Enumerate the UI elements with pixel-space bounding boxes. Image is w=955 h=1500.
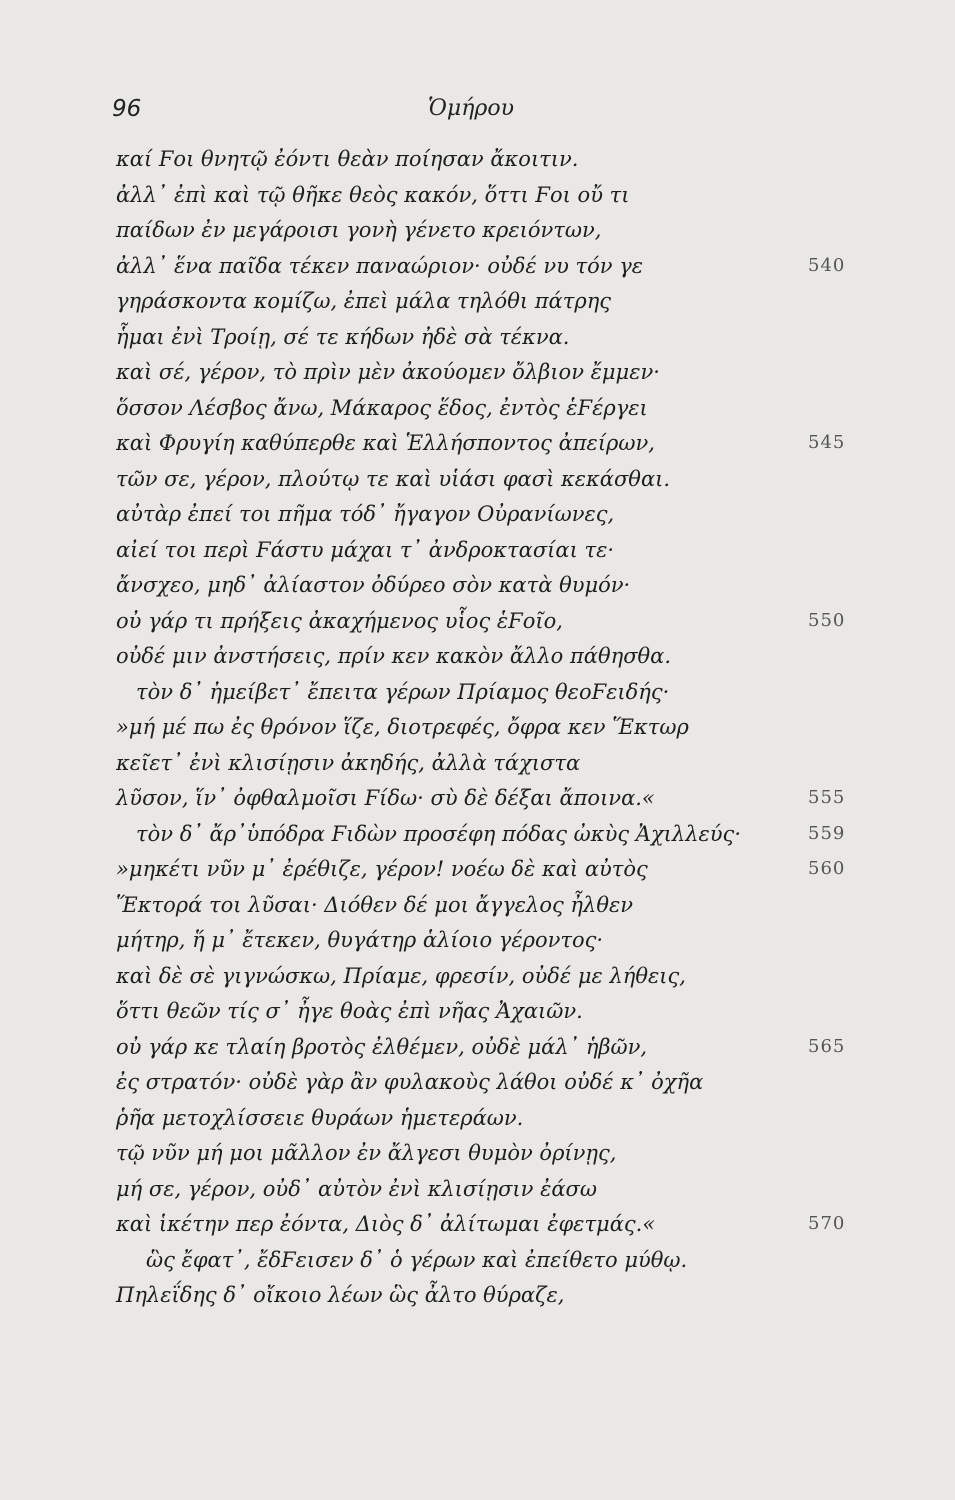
verse-line <box>0 322 955 358</box>
verse-text: κεῖετ᾽ ἐνὶ κλισίῃσιν ἀκηδής, ἀλλὰ τάχιστα <box>116 750 581 775</box>
page-header <box>0 96 955 132</box>
verse-line <box>0 748 955 784</box>
verse-text: ἧμαι ἐνὶ Τροίῃ, σέ τε κήδων ἠδὲ σὰ τέκνα. <box>116 324 570 349</box>
line-number: 555 <box>808 787 846 808</box>
verse-line <box>0 428 955 464</box>
verse-line <box>0 393 955 429</box>
verse-line <box>0 996 955 1032</box>
verse-text: οὐδέ μιν ἀνστήσεις, πρίν κεν κακὸν ἄλλο πάθησθα. <box>116 644 672 668</box>
verse-text: ὅττι θεῶν τίς σ᾽ ἦγε θοὰς ἐπὶ νῆας Ἀχαιῶν. <box>116 999 583 1023</box>
verse-line <box>0 783 955 819</box>
running-head: Ὁμήρου <box>428 96 514 121</box>
verse-text: μή σε, γέρον, οὐδ᾽ αὐτὸν ἐνὶ κλισίῃσιν ἐάσω <box>116 1176 597 1201</box>
verse-line <box>0 677 955 713</box>
verse-text: οὐ γάρ τι πρήξεις ἀκαχήμενος υἷος ἑϜοῖο, <box>116 608 563 633</box>
verse-text: ῥῆα μετοχλίσσειε θυράων ἡμετεράων. <box>116 1105 524 1130</box>
verse-line <box>0 499 955 535</box>
verse-text: ἐς στρατόν· οὐδὲ γὰρ ἂν φυλακοὺς λάθοι οὐδέ κ᾽ ὀχῆα <box>116 1070 704 1094</box>
verse-text: Πηλεΐδης δ᾽ οἴκοιο λέων ὣς ἆλτο θύραζε, <box>116 1283 565 1307</box>
verse-text: μήτηρ, ἥ μ᾽ ἔτεκεν, θυγάτηρ ἁλίοιο γέροντος· <box>116 928 604 952</box>
line-number: 550 <box>808 609 846 631</box>
verse-line <box>0 144 955 180</box>
verse-line <box>0 854 955 890</box>
line-number: 565 <box>808 1035 846 1057</box>
line-number: 559 <box>808 822 846 844</box>
verse-text: καὶ ἱκέτην περ ἐόντα, Διὸς δ᾽ ἀλίτωμαι ἐφετμάς.« <box>116 1212 656 1236</box>
verse-text: καὶ σέ, γέρον, τὸ πρὶν μὲν ἀκούομεν ὄλβιον ἔμμεν· <box>116 360 660 384</box>
verse-text: ὅσσον Λέσβος ἄνω, Μάκαρος ἕδος, ἐντὸς ἑϜέργει <box>116 395 648 420</box>
verse-text: »μηκέτι νῦν μ᾽ ἐρέθιζε, γέρον! νοέω δὲ καὶ αὐτὸς <box>116 857 648 881</box>
verse-line <box>0 641 955 677</box>
line-number: 570 <box>808 1213 846 1234</box>
verse-text: καί Ϝοι θνητῷ ἐόντι θεὰν ποίησαν ἄκοιτιν. <box>116 147 579 171</box>
verse-text: αἰεί τοι περὶ Ϝάστυ μάχαι τ᾽ ἀνδροκτασίαι τε· <box>116 537 615 562</box>
verse-line <box>0 1209 955 1245</box>
verse-line <box>0 1174 955 1210</box>
line-number: 545 <box>808 432 846 453</box>
verse-line <box>0 925 955 961</box>
verse-line <box>0 819 955 855</box>
verse-line <box>0 1067 955 1103</box>
verse-text: Ἕκτορά τοι λῦσαι· Διόθεν δέ μοι ἄγγελος ἦλθεν <box>116 892 634 917</box>
verse-text: οὐ γάρ κε τλαίη βροτὸς ἐλθέμεν, οὐδὲ μάλ᾽ ἡβῶν, <box>116 1034 648 1059</box>
verse-line <box>0 1103 955 1139</box>
verse-line <box>0 251 955 287</box>
verse-text: ὣς ἔφατ᾽, ἔδϜεισεν δ᾽ ὁ γέρων καὶ ἐπείθετο μύθῳ. <box>146 1247 688 1272</box>
verse-text: παίδων ἐν μεγάροισι γονὴ γένετο κρειόντων, <box>116 218 602 242</box>
verse-line <box>0 890 955 926</box>
verse-text: λῦσον, ἵν᾽ ὀφθαλμοῖσι Ϝίδω· σὺ δὲ δέξαι ἄποινα.« <box>116 786 655 810</box>
verse-line <box>0 961 955 997</box>
line-number: 560 <box>808 858 846 879</box>
line-number: 540 <box>808 254 846 276</box>
verse-line <box>0 464 955 500</box>
verse-line <box>0 286 955 322</box>
verse-text: καὶ Φρυγίη καθύπερθε καὶ Ἑλλήσποντος ἀπείρων, <box>116 431 655 455</box>
verse-text: αὐτὰρ ἐπεί τοι πῆμα τόδ᾽ ἤγαγον Οὐρανίωνες, <box>116 502 615 526</box>
verse-line <box>0 1032 955 1068</box>
verse-text: »μή μέ πω ἐς θρόνον ἵζε, διοτρεφές, ὄφρα κεν Ἕκτωρ <box>116 715 689 739</box>
verse-text: γηράσκοντα κομίζω, ἐπεὶ μάλα τηλόθι πάτρης <box>116 289 612 313</box>
verse-line <box>0 606 955 642</box>
verse-text: τῶν σε, γέρον, πλούτῳ τε καὶ υἱάσι φασὶ κεκάσθαι. <box>116 466 671 491</box>
verse-line <box>0 1138 955 1174</box>
verse-text-block <box>0 144 955 1316</box>
verse-text: ἄνσχεο, μηδ᾽ ἀλίαστον ὀδύρεο σὸν κατὰ θυμόν· <box>116 573 631 597</box>
verse-line <box>0 215 955 251</box>
verse-text: τὸν δ᾽ ἠμείβετ᾽ ἔπειτα γέρων Πρίαμος θεοϜειδής· <box>136 679 670 704</box>
verse-line <box>0 1245 955 1281</box>
verse-line <box>0 357 955 393</box>
verse-text: ἀλλ᾽ ἕνα παῖδα τέκεν παναώριον· οὐδέ νυ τόν γε <box>116 253 644 278</box>
verse-line <box>0 535 955 571</box>
verse-line <box>0 712 955 748</box>
verse-line <box>0 1280 955 1316</box>
verse-line <box>0 570 955 606</box>
verse-text: τὸν δ᾽ ἄρ᾽ὑπόδρα Ϝιδὼν προσέφη πόδας ὠκὺς Ἀχιλλεύς· <box>136 821 741 846</box>
verse-line <box>0 180 955 216</box>
verse-text: τῷ νῦν μή μοι μᾶλλον ἐν ἄλγεσι θυμὸν ὀρίνῃς, <box>116 1141 617 1165</box>
verse-text: ἀλλ᾽ ἐπὶ καὶ τῷ θῆκε θεὸς κακόν, ὅττι Ϝοι οὔ τι <box>116 182 630 207</box>
verse-text: καὶ δὲ σὲ γιγνώσκω, Πρίαμε, φρεσίν, οὐδέ με λήθεις, <box>116 963 686 988</box>
page-number: 96 <box>112 96 142 122</box>
